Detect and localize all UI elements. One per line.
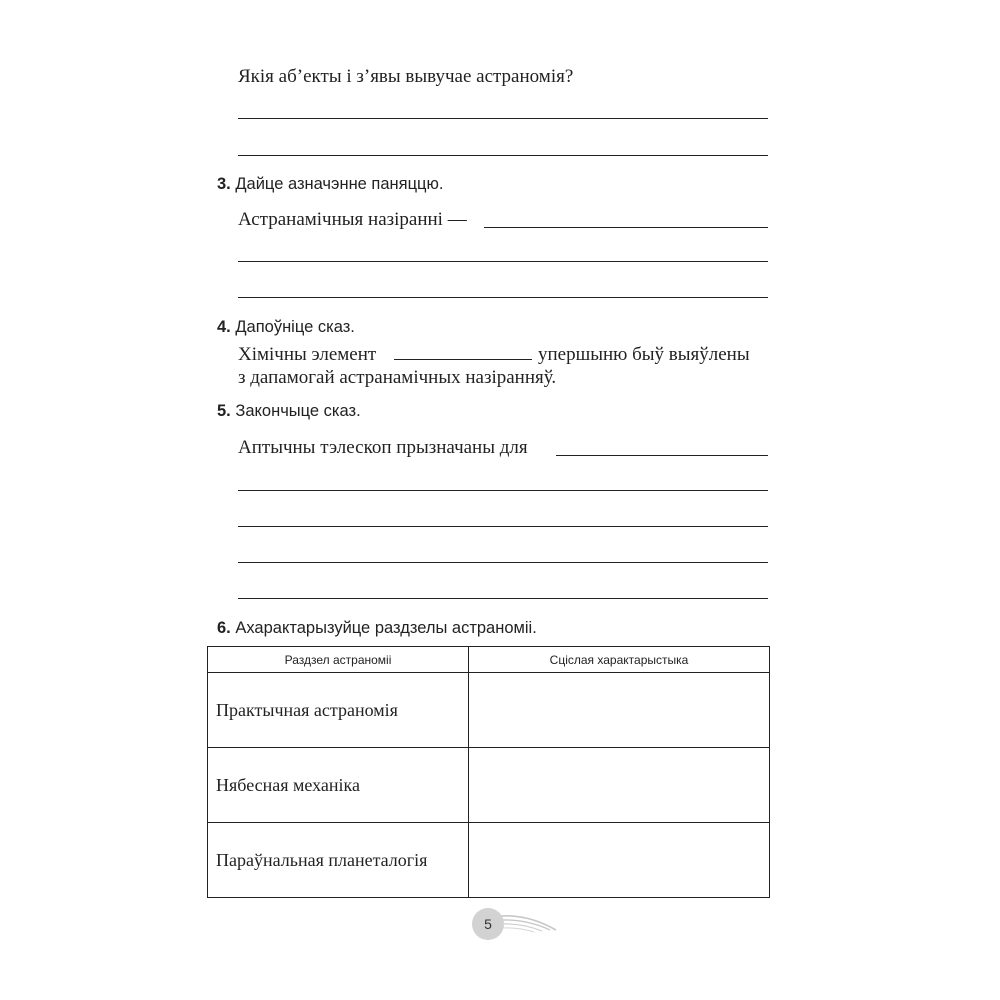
answer-line[interactable]: [238, 562, 768, 563]
task-5-heading: [217, 402, 361, 421]
table-row: [208, 748, 770, 823]
column-header: Сціслая характарыстыка: [469, 647, 770, 673]
sentence-line-2: з дапамогай астранамічных назіранняў.: [238, 367, 557, 388]
answer-line[interactable]: [238, 598, 768, 599]
sections-table: [207, 646, 770, 898]
answer-line[interactable]: [238, 155, 768, 156]
answer-line[interactable]: [238, 118, 768, 119]
answer-line[interactable]: [238, 261, 768, 262]
task-number: 3.: [217, 175, 231, 193]
task-number: 4.: [217, 318, 231, 336]
answer-line[interactable]: [238, 526, 768, 527]
section-name: Параўнальная планеталогія: [208, 823, 469, 898]
page-number: 5: [472, 908, 504, 940]
answer-line[interactable]: [556, 455, 768, 456]
answer-line[interactable]: [238, 297, 768, 298]
swoosh-icon: [498, 910, 558, 940]
sentence-lead: Аптычны тэлескоп прызначаны для: [238, 437, 528, 458]
task-instruction: Дапоўніце сказ.: [235, 318, 355, 336]
description-cell[interactable]: [469, 673, 770, 748]
task-instruction: Ахарактарызуйце раздзелы астраноміі.: [235, 619, 537, 637]
task-6-heading: [217, 619, 537, 638]
table-row: [208, 673, 770, 748]
task-number: 6.: [217, 619, 231, 637]
section-name: Практычная астраномія: [208, 673, 469, 748]
task-instruction: Дайце азначэнне паняццю.: [235, 175, 444, 193]
section-name: Нябесная механіка: [208, 748, 469, 823]
answer-line[interactable]: [484, 227, 768, 228]
description-cell[interactable]: [469, 823, 770, 898]
task-instruction: Закончыце сказ.: [235, 402, 361, 420]
definition-lead: Астранамічныя назіранні —: [238, 209, 467, 230]
answer-line[interactable]: [238, 490, 768, 491]
task-number: 5.: [217, 402, 231, 420]
table-header-row: [208, 647, 770, 673]
sentence-part-2: упершыню быў выяўлены: [538, 344, 750, 365]
blank-line[interactable]: [394, 359, 532, 360]
sentence-part-1: Хімічны элемент: [238, 344, 377, 365]
table-row: [208, 823, 770, 898]
description-cell[interactable]: [469, 748, 770, 823]
question-text: Якія аб’екты і з’явы вывучае астраномія?: [238, 66, 574, 87]
task-3-heading: [217, 175, 443, 194]
task-4-heading: [217, 318, 355, 337]
column-header: Раздзел астраноміі: [208, 647, 469, 673]
